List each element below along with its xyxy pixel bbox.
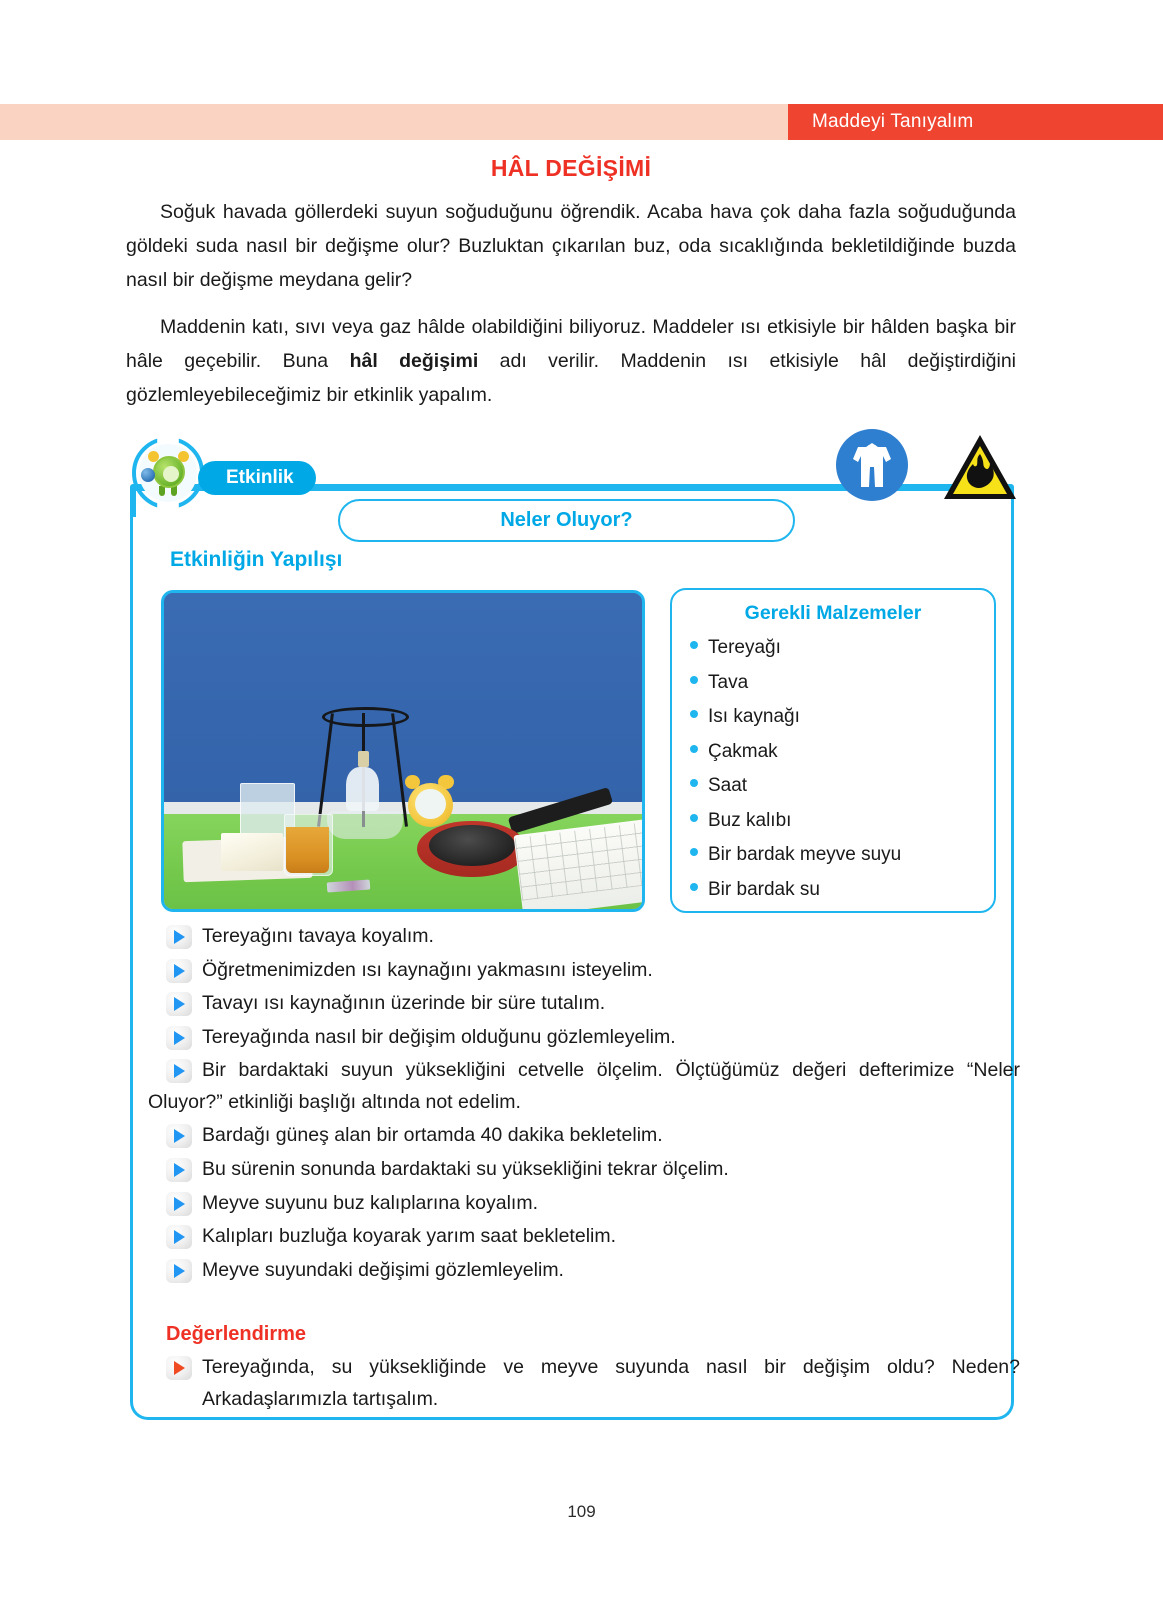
step-text: Öğretmenimizden ısı kaynağını yakmasını isteyelim. bbox=[202, 958, 653, 981]
header-peach-strip bbox=[0, 104, 788, 140]
list-item bbox=[148, 1221, 1020, 1253]
photo-burner-wick bbox=[358, 751, 369, 767]
list-item bbox=[148, 1120, 1020, 1152]
material-label: Buz kalıbı bbox=[708, 809, 792, 831]
list-item bbox=[148, 988, 1020, 1020]
bullet-dot-icon bbox=[690, 848, 698, 856]
play-arrow-icon bbox=[166, 925, 192, 949]
material-label: Tava bbox=[708, 671, 749, 693]
activity-badge-label: Etkinlik bbox=[226, 467, 294, 488]
photo-tripod-ring bbox=[322, 707, 409, 727]
photo-burner-base bbox=[327, 811, 403, 839]
flammable-warning-icon bbox=[942, 433, 1018, 501]
mascot-blue-ball bbox=[141, 468, 155, 482]
play-arrow-icon bbox=[166, 1124, 192, 1148]
step-text: Meyve suyundaki değişimi gözlemleyelim. bbox=[202, 1258, 564, 1281]
step-text: Meyve suyunu buz kalıplarına koyalım. bbox=[202, 1191, 538, 1214]
material-label: Bir bardak meyve suyu bbox=[708, 844, 902, 865]
page-number: 109 bbox=[567, 1502, 596, 1521]
list-item bbox=[690, 666, 976, 701]
mascot-disc bbox=[139, 444, 197, 502]
play-arrow-icon bbox=[166, 1225, 192, 1249]
page-title: HÂL DEĞİŞİMİ bbox=[490, 155, 652, 181]
safety-icon-group bbox=[836, 429, 1018, 503]
procedure-step-list bbox=[148, 921, 1020, 1288]
alarm-clock-mascot-icon bbox=[132, 437, 204, 509]
page-header-band bbox=[0, 104, 1163, 140]
paragraph2-part1: Maddenin katı, sıvı veya gaz hâlde olabildiğini biliyoruz. Maddeler ısı etkisiyle bir hâlden başka bir hâle geçebilir. Buna bbox=[126, 315, 1016, 372]
play-arrow-icon bbox=[166, 1356, 192, 1380]
chapter-title: Maddeyi Tanıyalım bbox=[812, 111, 974, 132]
step-text: Tereyağını tavaya koyalım. bbox=[202, 925, 434, 947]
materials-box bbox=[670, 588, 996, 913]
step-text: Kalıpları buzluğa koyarak yarım saat bekletelim. bbox=[202, 1225, 617, 1248]
list-item bbox=[148, 1255, 1020, 1287]
header-chapter-banner bbox=[788, 104, 1163, 140]
step-text: Bu sürenin sonunda bardaktaki su yüksekliğini tekrar ölçelim. bbox=[202, 1158, 729, 1181]
mascot-clock-body bbox=[153, 456, 185, 488]
step-text: Bardağı güneş alan bir ortamda 40 dakika bekletelim. bbox=[202, 1124, 663, 1147]
procedure-heading: Etkinliğin Yapılışı bbox=[170, 548, 343, 571]
list-item bbox=[148, 1055, 1020, 1118]
play-arrow-icon bbox=[166, 959, 192, 983]
protective-clothing-icon bbox=[836, 429, 908, 501]
photo-alarm-clock-face bbox=[415, 789, 446, 819]
experiment-setup-photo bbox=[161, 590, 645, 912]
intro-paragraph-2 bbox=[126, 311, 1016, 413]
list-item bbox=[148, 1154, 1020, 1186]
article-body bbox=[126, 155, 1016, 426]
play-arrow-icon bbox=[166, 1059, 192, 1083]
activity-question-box bbox=[338, 499, 795, 542]
list-item bbox=[690, 700, 976, 735]
photo-spirit-burner bbox=[346, 767, 379, 811]
photo-butter-block bbox=[221, 833, 283, 871]
bullet-dot-icon bbox=[690, 676, 698, 684]
play-arrow-icon bbox=[166, 1259, 192, 1283]
material-label: Tereyağı bbox=[708, 637, 781, 658]
play-arrow-icon bbox=[166, 992, 192, 1016]
list-item bbox=[690, 769, 976, 804]
evaluation-text: Tereyağında, su yüksekliğinde ve meyve suyunda nasıl bir değişim oldu? Neden? Arkadaşlarımızla tartışalım. bbox=[202, 1356, 1020, 1410]
step-text: Bir bardaktaki suyun yüksekliğini cetvelle ölçelim. Ölçtüğümüz değeri defterimize “Neler Oluyor?” etkinliği başlığı altında not edelim. bbox=[148, 1059, 1020, 1113]
bullet-dot-icon bbox=[690, 710, 698, 718]
materials-title: Gerekli Malzemeler bbox=[744, 602, 922, 624]
list-item bbox=[148, 955, 1020, 987]
activity-badge bbox=[198, 461, 316, 495]
activity-question-label: Neler Oluyor? bbox=[500, 509, 633, 531]
play-arrow-icon bbox=[166, 1158, 192, 1182]
bullet-dot-icon bbox=[690, 779, 698, 787]
list-item bbox=[690, 804, 976, 839]
play-arrow-icon bbox=[166, 1192, 192, 1216]
term-hal-degisimi: hâl değişimi bbox=[349, 349, 479, 372]
material-label: Isı kaynağı bbox=[708, 706, 800, 727]
bullet-dot-icon bbox=[690, 745, 698, 753]
play-arrow-icon bbox=[166, 1026, 192, 1050]
bullet-dot-icon bbox=[690, 641, 698, 649]
paragraph2-part2: adı verilir. Maddenin ısı etkisiyle hâl değiştirdiğini gözlemleyebileceğimiz bir etkinlik yapalım. bbox=[126, 349, 1017, 406]
list-item bbox=[148, 1188, 1020, 1220]
photo-juice-liquid bbox=[286, 827, 329, 873]
material-label: Bir bardak su bbox=[708, 878, 820, 900]
material-label: Çakmak bbox=[708, 740, 778, 762]
evaluation-item bbox=[148, 1352, 1020, 1415]
list-item bbox=[690, 631, 976, 666]
intro-paragraph-1: Soğuk havada göllerdeki suyun soğuduğunu öğrendik. Acaba hava çok daha fazla soğuduğunda göldeki suda nasıl bir değişme olur? Buzluktan çıkarılan buz, oda sıcaklığında bekletildiğinde buzda nasıl bir değişme meydana gelir? bbox=[126, 201, 1016, 291]
evaluation-heading: Değerlendirme bbox=[166, 1323, 307, 1345]
list-item bbox=[690, 838, 976, 873]
step-text: Tereyağında nasıl bir değişim olduğunu gözlemleyelim. bbox=[202, 1025, 676, 1048]
mascot-clock-face bbox=[163, 466, 179, 482]
photo-wall bbox=[164, 593, 642, 802]
list-item bbox=[690, 735, 976, 770]
bullet-dot-icon bbox=[690, 883, 698, 891]
bullet-dot-icon bbox=[690, 814, 698, 822]
list-item bbox=[690, 873, 976, 908]
list-item bbox=[148, 1022, 1020, 1054]
materials-list bbox=[690, 631, 976, 907]
step-text: Tavayı ısı kaynağının üzerinde bir süre tutalım. bbox=[202, 992, 606, 1015]
material-label: Saat bbox=[708, 775, 748, 796]
list-item bbox=[148, 921, 1020, 953]
